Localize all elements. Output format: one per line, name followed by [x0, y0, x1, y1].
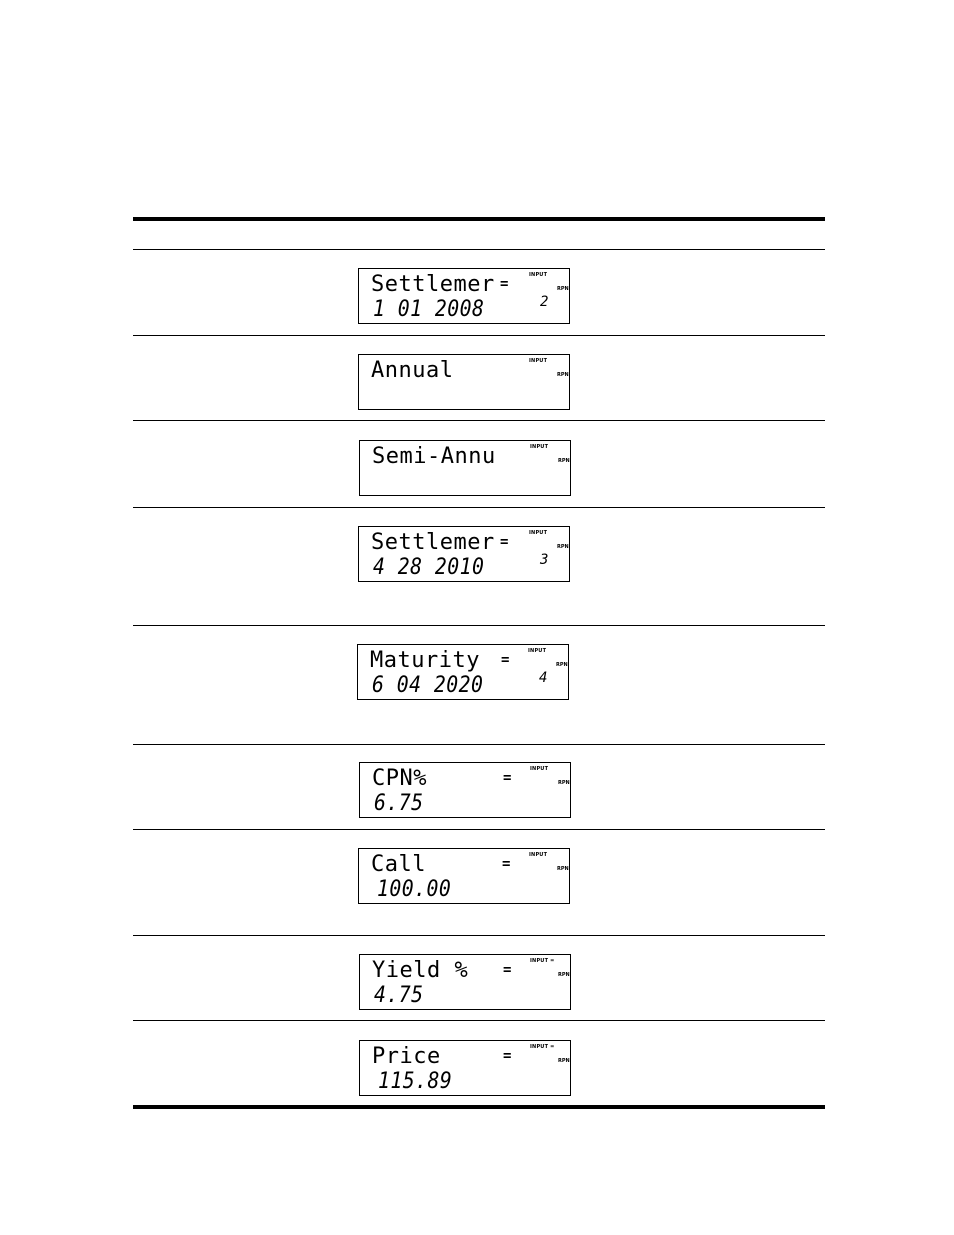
- lcd-equals: =: [502, 856, 511, 872]
- lcd-display-settlement-1: [358, 268, 570, 324]
- rpn-annunciator: RPN: [558, 780, 570, 786]
- lcd-equals: =: [500, 276, 509, 292]
- lcd-sub-index: 4: [539, 670, 548, 686]
- lcd-line2: 6 04 2020: [372, 673, 484, 698]
- input-annunciator: INPUT =: [530, 958, 555, 964]
- lcd-equals: =: [503, 962, 512, 978]
- top-rule: [133, 217, 825, 221]
- lcd-line2: 100.00: [377, 877, 452, 902]
- input-annunciator: INPUT: [529, 358, 548, 364]
- lcd-equals: =: [503, 770, 512, 786]
- row-divider: [133, 744, 825, 745]
- rpn-annunciator: RPN: [558, 972, 570, 978]
- input-annunciator: INPUT: [529, 852, 548, 858]
- lcd-line1: Price: [372, 1044, 441, 1069]
- lcd-line1: Semi-Annu: [372, 444, 496, 469]
- lcd-line1: Call: [371, 852, 426, 877]
- row-divider: [133, 507, 825, 508]
- rpn-annunciator: RPN: [557, 372, 569, 378]
- input-annunciator: INPUT: [530, 766, 549, 772]
- input-annunciator: INPUT =: [530, 1044, 555, 1050]
- header-rule: [133, 249, 825, 250]
- lcd-line1: Settlemer: [371, 530, 495, 555]
- lcd-equals: =: [501, 652, 510, 668]
- bottom-rule: [133, 1105, 825, 1109]
- row-divider: [133, 935, 825, 936]
- rpn-annunciator: RPN: [557, 544, 569, 550]
- lcd-equals: =: [503, 1048, 512, 1064]
- lcd-display-call: [358, 848, 570, 904]
- lcd-line2: 4 28 2010: [373, 555, 485, 580]
- rpn-annunciator: RPN: [557, 286, 569, 292]
- rpn-annunciator: RPN: [557, 866, 569, 872]
- rpn-annunciator: RPN: [558, 1058, 570, 1064]
- lcd-display-semi-annual: [359, 440, 571, 496]
- lcd-display-maturity: [357, 644, 569, 700]
- row-divider: [133, 625, 825, 626]
- lcd-sub-index: 3: [540, 552, 549, 568]
- lcd-line1: CPN%: [372, 766, 427, 791]
- rpn-annunciator: RPN: [556, 662, 568, 668]
- input-annunciator: INPUT: [530, 444, 549, 450]
- lcd-line1: Annual: [371, 358, 454, 383]
- lcd-line2: 6.75: [374, 791, 424, 816]
- lcd-sub-index: 2: [540, 294, 549, 310]
- input-annunciator: INPUT: [529, 272, 548, 278]
- lcd-display-settlement-2: [358, 526, 570, 582]
- lcd-display-yield: [359, 954, 571, 1010]
- input-annunciator: INPUT: [528, 648, 547, 654]
- lcd-display-annual: [358, 354, 570, 410]
- lcd-line2: 1 01 2008: [373, 297, 485, 322]
- row-divider: [133, 335, 825, 336]
- row-divider: [133, 420, 825, 421]
- input-annunciator: INPUT: [529, 530, 548, 536]
- row-divider: [133, 829, 825, 830]
- lcd-equals: =: [500, 534, 509, 550]
- lcd-line2: 115.89: [378, 1069, 453, 1094]
- rpn-annunciator: RPN: [558, 458, 570, 464]
- lcd-line2: 4.75: [374, 983, 424, 1008]
- lcd-line1: Yield %: [372, 958, 469, 983]
- row-divider: [133, 1020, 825, 1021]
- lcd-line1: Settlemer: [371, 272, 495, 297]
- lcd-line1: Maturity: [370, 648, 480, 673]
- lcd-display-coupon: [359, 762, 571, 818]
- lcd-display-price: [359, 1040, 571, 1096]
